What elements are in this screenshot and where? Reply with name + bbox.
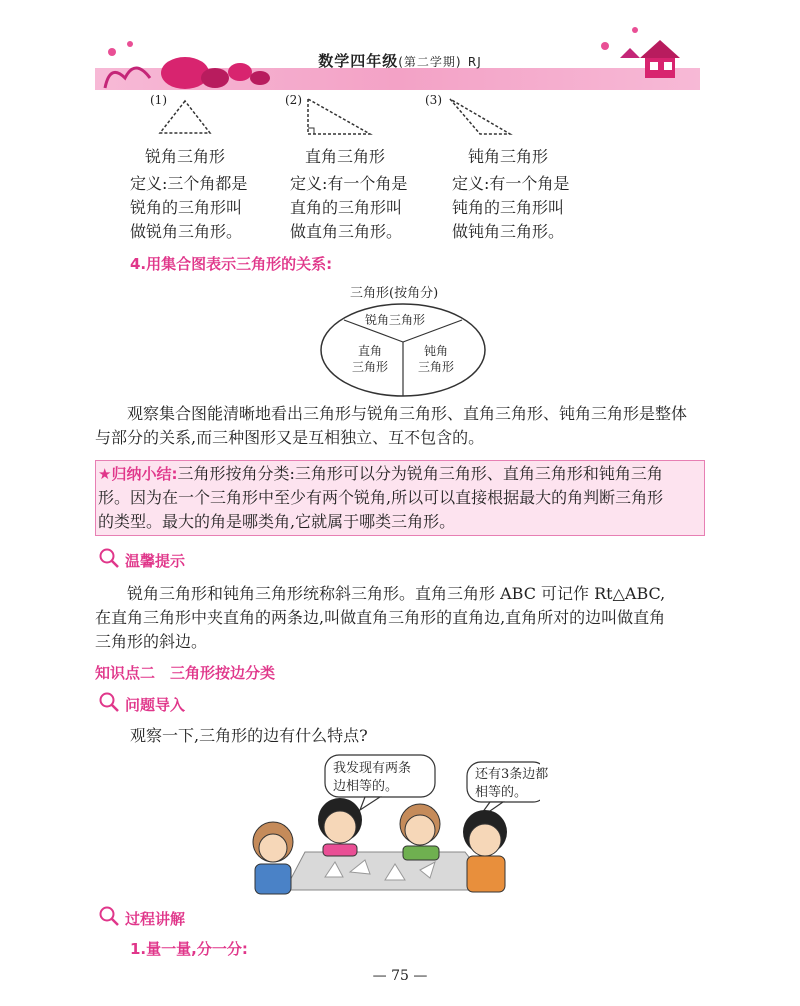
header-edition: RJ [467, 55, 482, 69]
venn-left-label: 直角 三角形 [352, 344, 389, 374]
process-item-1: 1.量一量,分一分: [130, 940, 248, 958]
knowledge-point-2-heading: 知识点二 三角形按边分类 [95, 664, 276, 682]
process-heading: 过程讲解 [125, 910, 186, 928]
magnifier-icon [98, 691, 120, 713]
page-header [0, 50, 800, 71]
question-text: 观察一下,三角形的边有什么特点? [130, 726, 368, 745]
tip-text: 锐角三角形和钝角三角形统称斜三角形。直角三角形 ABC 可记作 Rt△ABC, 在直角三角形中夹直角的两条边,叫做直角三角形的直角边,直角所对的边叫做直角 三角形的斜边。 [95, 584, 666, 651]
observe-paragraph: 观察集合图能清晰地看出三角形与锐角三角形、直角三角形、钝角三角形是整体 与部分的关系,而三种图形又是互相独立、互不包含的。 [95, 404, 688, 447]
question-heading: 问题导入 [125, 696, 186, 714]
tip-heading: 温馨提示 [125, 552, 186, 570]
obtuse-triangle-definition: 定义:有一个角是 钝角的三角形叫 做钝角三角形。 [452, 174, 570, 241]
triangle-3-number: (3) [425, 93, 442, 107]
header-title: 数学四年级 [318, 52, 399, 70]
triangle-1-number: (1) [150, 93, 167, 107]
acute-triangle-name: 锐角三角形 [145, 147, 226, 166]
header-subtitle: (第二学期) [398, 55, 462, 69]
summary-text: ★归纳小结:三角形按角分类:三角形可以分为锐角三角形、直角三角形和钝角三角 形。因为在一个三角形中至少有两个锐角,所以可以直接根据最大的角判断三角形 的类型。最大的角是哪类角,它就属于哪类三角形。 [98, 464, 664, 531]
right-triangle-definition: 定义:有一个角是 直角的三角形叫 做直角三角形。 [290, 174, 408, 241]
venn-title: 三角形(按角分) [350, 286, 439, 301]
obtuse-triangle-figure [445, 96, 515, 138]
magnifier-icon [98, 547, 120, 569]
speech-bubble-1: 我发现有两条 边相等的。 [333, 761, 412, 794]
speech-bubble-2: 还有3条边都 相等的。 [475, 767, 549, 800]
summary-label: ★归纳小结: [98, 465, 178, 483]
right-triangle-figure [300, 96, 375, 138]
acute-triangle-definition: 定义:三个角都是 锐角的三角形叫 做锐角三角形。 [130, 174, 248, 241]
triangle-2-number: (2) [285, 93, 302, 107]
obtuse-triangle-name: 钝角三角形 [468, 147, 549, 166]
venn-right-label: 钝角 三角形 [418, 344, 455, 374]
venn-top-label: 锐角三角形 [365, 313, 426, 327]
acute-triangle-block [145, 145, 225, 173]
section-4-heading: 4.用集合图表示三角形的关系: [130, 255, 333, 273]
right-triangle-name: 直角三角形 [305, 147, 386, 166]
page-number: — 75 — [372, 968, 428, 984]
magnifier-icon [98, 905, 120, 927]
acute-triangle-figure [155, 98, 215, 138]
